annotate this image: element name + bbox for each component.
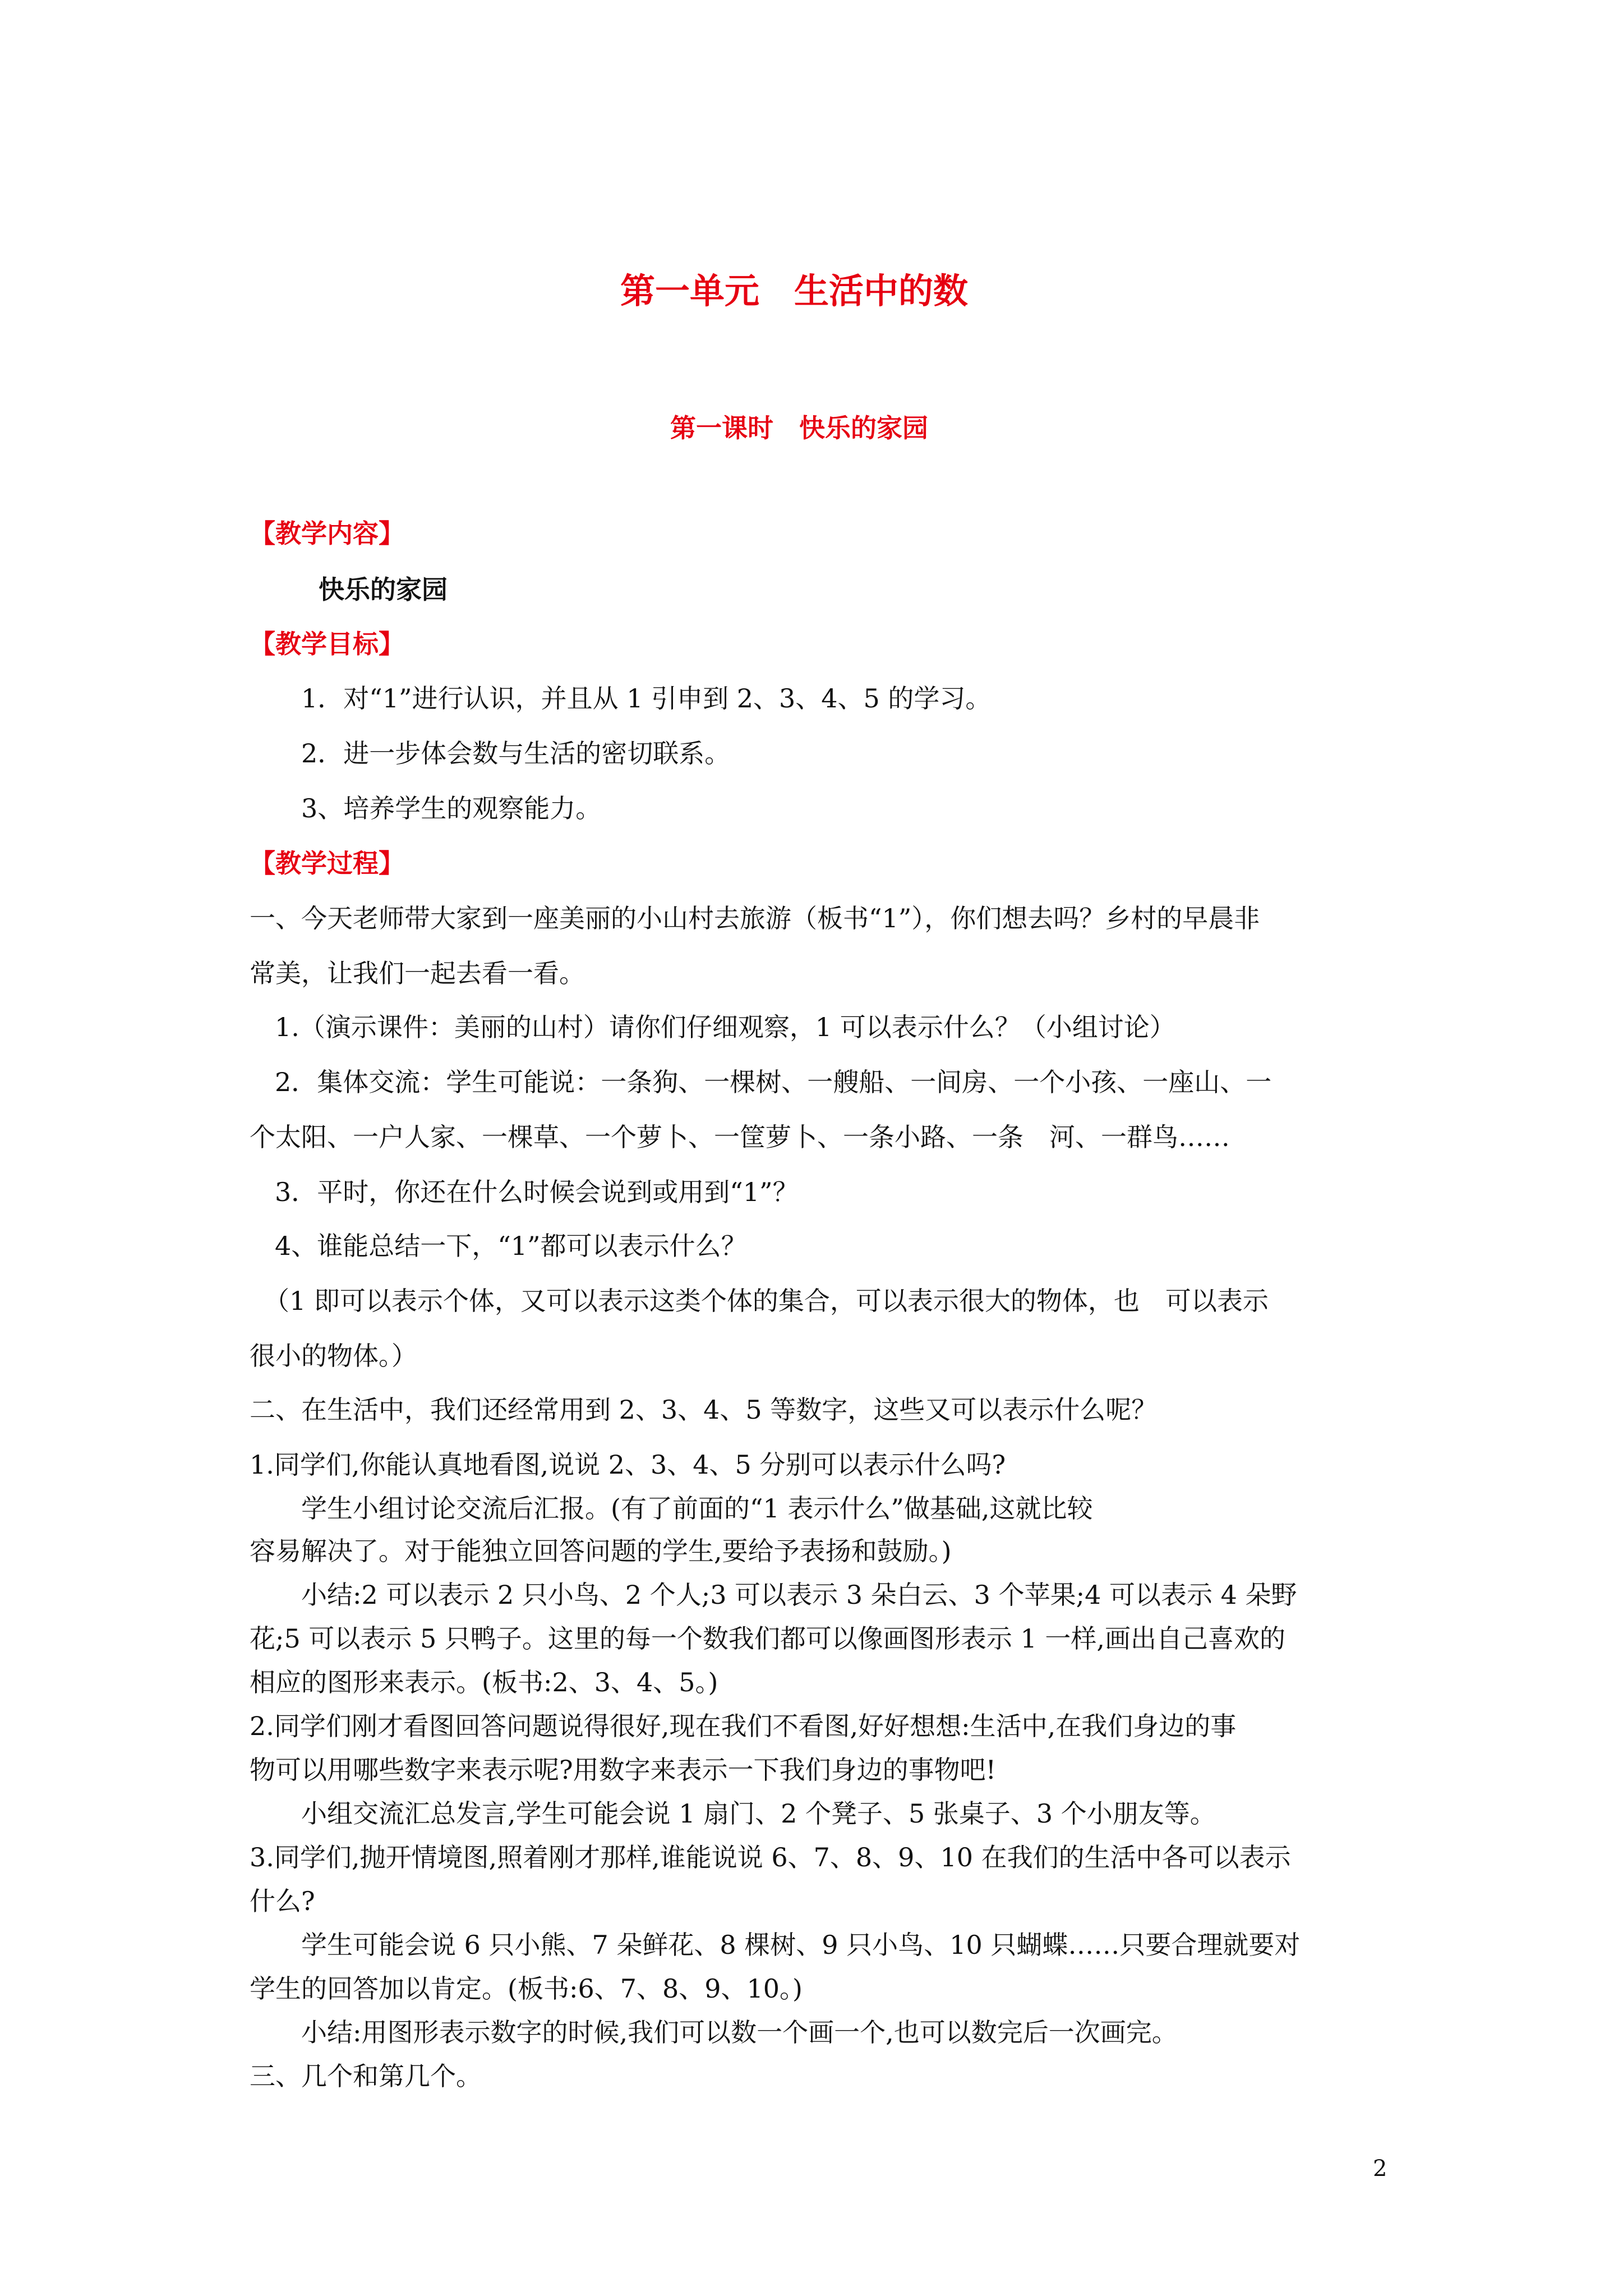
goal-item: 2．进一步体会数与生活的密切联系。 xyxy=(301,738,731,769)
paragraph: 学生小组讨论交流后汇报。(有了前面的“1 表示什么”做基础,这就比较 xyxy=(301,1493,1093,1524)
paragraph: 小结:2 可以表示 2 只小鸟、2 个人;3 可以表示 3 朵白云、3 个苹果;4 可以表示 4 朵野 xyxy=(301,1580,1297,1610)
page-number: 2 xyxy=(1373,2156,1387,2182)
paragraph: 什么? xyxy=(250,1886,315,1916)
paragraph: 三、几个和第几个。 xyxy=(250,2061,482,2091)
paragraph: 容易解决了。对于能独立回答问题的学生,要给予表扬和鼓励。) xyxy=(250,1536,952,1566)
content-text: 快乐的家园 xyxy=(319,574,448,605)
paragraph: 3.同学们,抛开情境图,照着刚才那样,谁能说说 6、7、8、9、10 在我们的生活中各可以表示 xyxy=(250,1842,1291,1872)
paragraph: 常美，让我们一起去看一看。 xyxy=(250,958,585,988)
paragraph: 一、今天老师带大家到一座美丽的小山村去旅游（板书“1”），你们想去吗？乡村的早晨非 xyxy=(250,903,1260,933)
lesson-title: 第一课时 快乐的家园 xyxy=(670,413,928,443)
goal-item: 3、培养学生的观察能力。 xyxy=(301,793,602,823)
paragraph: 二、在生活中，我们还经常用到 2、3、4、5 等数字，这些又可以表示什么呢？ xyxy=(250,1395,1158,1425)
list-item: 个太阳、一户人家、一棵草、一个萝卜、一筐萝卜、一条小路、一条 河、一群鸟…… xyxy=(250,1122,1230,1152)
paragraph: 小组交流汇总发言,学生可能会说 1 扇门、2 个凳子、5 张桌子、3 个小朋友等。 xyxy=(301,1798,1216,1829)
list-item: 3．平时，你还在什么时候会说到或用到“1”？ xyxy=(275,1177,799,1207)
page-title: 第一单元 生活中的数 xyxy=(620,270,969,311)
goal-item: 1．对“1”进行认识，并且从 1 引申到 2、3、4、5 的学习。 xyxy=(301,683,992,714)
paragraph: 花;5 可以表示 5 只鸭子。这里的每一个数我们都可以像画图形表示 1 一样,画出自己喜欢的 xyxy=(250,1623,1286,1654)
paragraph: 学生可能会说 6 只小熊、7 朵鲜花、8 棵树、9 只小鸟、10 只蝴蝶……只要合理就要对 xyxy=(301,1930,1301,1960)
note: 很小的物体。） xyxy=(250,1341,417,1371)
paragraph: 小结:用图形表示数字的时候,我们可以数一个画一个,也可以数完后一次画完。 xyxy=(301,2017,1178,2047)
section-heading-process: 【教学过程】 xyxy=(250,848,404,878)
paragraph: 物可以用哪些数字来表示呢?用数字来表示一下我们身边的事物吧! xyxy=(250,1755,997,1785)
paragraph: 相应的图形来表示。(板书:2、3、4、5。) xyxy=(250,1667,718,1697)
list-item: 1.（演示课件：美丽的山村）请你们仔细观察，1 可以表示什么？（小组讨论） xyxy=(275,1012,1175,1042)
paragraph: 学生的回答加以肯定。(板书:6、7、8、9、10。) xyxy=(250,1973,803,2004)
note: （1 即可以表示个体，又可以表示这类个体的集合，可以表示很大的物体，也 可以表示 xyxy=(264,1286,1269,1316)
paragraph: 1.同学们,你能认真地看图,说说 2、3、4、5 分别可以表示什么吗? xyxy=(250,1450,1006,1480)
list-item: 2．集体交流：学生可能说：一条狗、一棵树、一艘船、一间房、一个小孩、一座山、一 xyxy=(275,1067,1272,1097)
section-heading-content: 【教学内容】 xyxy=(250,518,404,549)
paragraph: 2.同学们刚才看图回答问题说得很好,现在我们不看图,好好想想:生活中,在我们身边的事 xyxy=(250,1711,1237,1741)
list-item: 4、谁能总结一下，“1”都可以表示什么？ xyxy=(275,1231,747,1261)
section-heading-goals: 【教学目标】 xyxy=(250,629,404,659)
